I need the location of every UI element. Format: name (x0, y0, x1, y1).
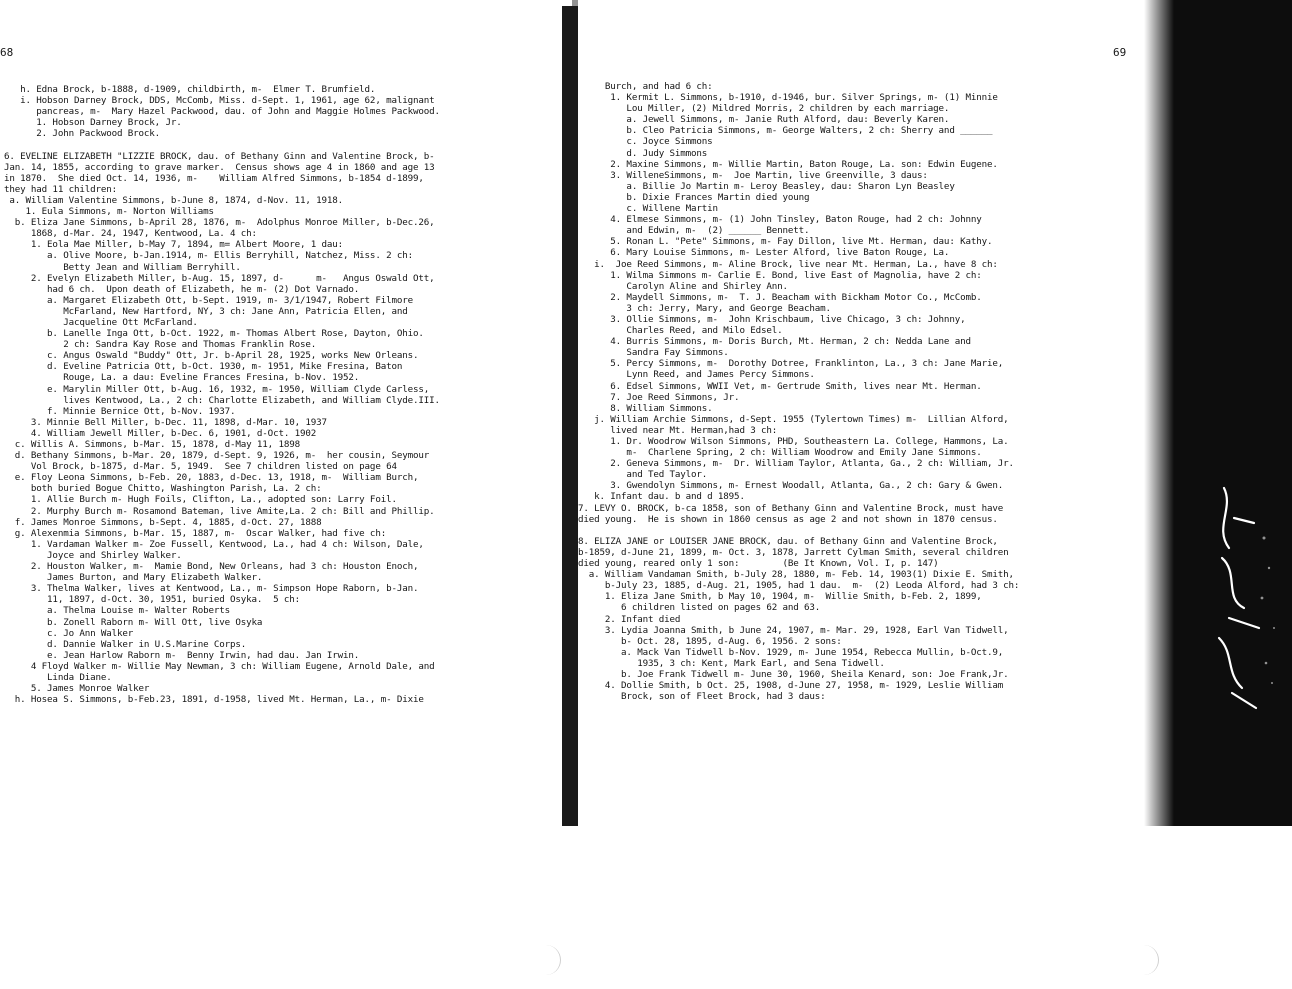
text-line: b. Dixie Frances Martin died young (578, 191, 810, 203)
text-line (578, 525, 1168, 536)
text-line (4, 139, 560, 150)
text-line: b. Joe Frank Tidwell m- June 30, 1960, Sheila Kenard, son: Joe Frank,Jr. (578, 668, 1009, 680)
text-line: died young. He is shown in 1860 census as age 2 and not shown in 1870 census. (578, 513, 998, 525)
text-line: 4. Dollie Smith, b Oct. 25, 1908, d-June 27, 1958, m- 1929, Leslie William (578, 680, 1004, 692)
text-line: d. Bethany Simmons, b-Mar. 20, 1879, d-Sept. 9, 1926, m- her cousin, Seymour (4, 450, 430, 462)
text-line: 1. Vardaman Walker m- Zoe Fussell, Kentwood, La., had 4 ch: Wilson, Dale, (4, 538, 424, 550)
text-line: 1. Allie Burch m- Hugh Foils, Clifton, La., adopted son: Larry Foil. (4, 494, 397, 506)
text-line: 6. Edsel Simmons, WWII Vet, m- Gertrude Smith, lives near Mt. Herman. (578, 380, 982, 392)
text-line: c. Jo Ann Walker (4, 627, 134, 639)
right-page-text (578, 81, 1168, 702)
text-line: 5. Ronan L. "Pete" Simmons, m- Fay Dillon, live Mt. Herman, dau: Kathy. (578, 236, 993, 248)
text-line: in 1870. She died Oct. 14, 1936, m- William Alfred Simmons, b-1854 d-1899, (4, 172, 424, 184)
text-line: 1. Eliza Jane Smith, b May 10, 1904, m- Willie Smith, b-Feb. 2, 1899, (578, 591, 982, 603)
text-line: 3. Thelma Walker, lives at Kentwood, La., m- Simpson Hope Raborn, b-Jan. (4, 583, 419, 595)
text-line: b-July 23, 1885, d-Aug. 21, 1905, had 1 dau. m- (2) Leoda Alford, had 3 ch: (578, 580, 1020, 592)
text-line: a. William Vandaman Smith, b-July 28, 1880, m- Feb. 14, 1903(1) Dixie E. Smith, (578, 569, 1014, 581)
text-line: Sandra Fay Simmons. (578, 347, 729, 359)
text-line: e. Floy Leona Simmons, b-Feb. 20, 1883, d-Dec. 13, 1918, m- William Burch, (4, 472, 419, 484)
text-line: Vol Brock, b-1875, d-Mar. 5, 1949. See 7 children listed on page 64 (4, 461, 397, 473)
text-line: 3 ch: Jerry, Mary, and George Beacham. (578, 302, 831, 314)
handwritten-mark-icon (1204, 478, 1284, 718)
text-line: a. Margaret Elizabeth Ott, b-Sept. 1919, m- 3/1/1947, Robert Filmore (4, 294, 413, 306)
text-line: Burch, and had 6 ch: (578, 81, 713, 92)
text-line: m- Charlene Spring, 2 ch: William Woodrow and Emily Jane Simmons. (578, 447, 982, 459)
text-line: c. Angus Oswald "Buddy" Ott, Jr. b-April 28, 1925, works New Orleans. (4, 350, 419, 362)
text-line: Lynn Reed, and James Percy Simmons. (578, 369, 815, 381)
page-number-right: 69 (1113, 46, 1127, 59)
text-line: 6 children listed on pages 62 and 63. (578, 602, 821, 614)
text-line: 2. Maydell Simmons, m- T. J. Beacham with Bickham Motor Co., McComb. (578, 291, 982, 303)
text-line: Charles Reed, and Milo Edsel. (578, 325, 783, 337)
text-line: Jan. 14, 1855, according to grave marker. Census shows age 4 in 1860 and age 13 (4, 161, 435, 173)
text-line: lives Kentwood, La., 2 ch: Charlotte Elizabeth, and William Clyde.III. (4, 394, 440, 406)
text-line: 1. Wilma Simmons m- Carlie E. Bond, live East of Magnolia, have 2 ch: (578, 269, 982, 281)
text-line: b. Zonell Raborn m- Will Ott, live Osyka (4, 616, 263, 628)
text-line: Rouge, La. a dau: Eveline Frances Fresina, b-Nov. 1952. (4, 372, 360, 384)
text-line: a. Jewell Simmons, m- Janie Ruth Alford, dau: Beverly Karen. (578, 114, 950, 126)
text-line: 1. Hobson Darney Brock, Jr. (4, 117, 182, 129)
text-line: 5. James Monroe Walker (4, 683, 150, 695)
text-line: Joyce and Shirley Walker. (4, 549, 182, 561)
text-line: a. Billie Jo Martin m- Leroy Beasley, dau: Sharon Lyn Beasley (578, 180, 955, 192)
text-line: they had 11 children: (4, 183, 118, 195)
text-line: d. Dannie Walker in U.S.Marine Corps. (4, 638, 247, 650)
text-line: James Burton, and Mary Elizabeth Walker. (4, 572, 263, 584)
text-line: Brock, son of Fleet Brock, had 3 daus: (578, 691, 826, 703)
text-line: a. Mack Van Tidwell b-Nov. 1929, m- June 1954, Rebecca Mullin, b-Oct.9, (578, 646, 1004, 658)
text-line: c. Willene Martin (578, 203, 718, 215)
text-line: 8. William Simmons. (578, 402, 713, 414)
text-line: 2. Maxine Simmons, m- Willie Martin, Baton Rouge, La. son: Edwin Eugene. (578, 158, 998, 170)
text-line: 1. Kermit L. Simmons, b-1910, d-1946, bur. Silver Springs, m- (1) Minnie (578, 92, 998, 104)
text-line: 8. ELIZA JANE or LOUISER JANE BROCK, dau. of Bethany Ginn and Valentine Brock, (578, 535, 998, 547)
text-line: 11, 1897, d-Oct. 30, 1951, buried Osyka. 5 ch: (4, 594, 300, 606)
text-line: a. William Valentine Simmons, b-June 8, 1874, d-Nov. 11, 1918. (4, 194, 344, 206)
text-line: d. Judy Simmons (578, 147, 708, 159)
book-spine (562, 6, 578, 832)
text-line: 6. EVELINE ELIZABETH "LIZZIE BROCK, dau. of Bethany Ginn and Valentine Brock, b- (4, 150, 435, 162)
text-line: 6. Mary Louise Simmons, m- Lester Alford, live Baton Rouge, La. (578, 247, 950, 259)
text-line: had 6 ch. Upon death of Elizabeth, he m- (2) Dot Varnado. (4, 283, 360, 295)
text-line: d. Eveline Patricia Ott, b-Oct. 1930, m- 1951, Mike Fresina, Baton (4, 361, 403, 373)
text-line: a. Olive Moore, b-Jan.1914, m- Ellis Berryhill, Natchez, Miss. 2 ch: (4, 250, 413, 262)
text-line: c. Willis A. Simmons, b-Mar. 15, 1878, d-May 11, 1898 (4, 439, 300, 450)
text-line: b-1859, d-June 21, 1899, m- Oct. 3, 1878, Jarrett Cylman Smith, several children (578, 546, 1009, 558)
text-line: McFarland, New Hartford, NY, 3 ch: Jane Ann, Patricia Ellen, and (4, 305, 408, 317)
text-line: Lou Miller, (2) Mildred Morris, 2 children by each marriage. (578, 103, 950, 115)
text-line: died young, reared only 1 son: (Be It Known, Vol. I, p. 147) (578, 558, 939, 570)
text-line: k. Infant dau. b and d 1895. (578, 491, 745, 503)
text-line: Carolyn Aline and Shirley Ann. (578, 280, 788, 292)
text-line: both buried Bogue Chitto, Washington Parish, La. 2 ch: (4, 483, 322, 495)
text-line: 2. Evelyn Elizabeth Miller, b-Aug. 15, 1897, d- m- Angus Oswald Ott, (4, 272, 435, 284)
text-line: 1935, 3 ch: Kent, Mark Earl, and Sena Tidwell. (578, 657, 885, 669)
text-line: 3. Gwendolyn Simmons, m- Ernest Woodall, Atlanta, Ga., 2 ch: Gary & Gwen. (578, 480, 1004, 492)
text-line: e. Marylin Miller Ott, b-Aug. 16, 1932, m- 1950, William Clyde Carless, (4, 383, 430, 395)
text-line: 2 ch: Sandra Kay Rose and Thomas Franklin Rose. (4, 339, 317, 351)
text-line: 2. Geneva Simmons, m- Dr. William Taylor, Atlanta, Ga., 2 ch: William, Jr. (578, 458, 1014, 470)
text-line: f. James Monroe Simmons, b-Sept. 4, 1885, d-Oct. 27, 1888 (4, 516, 322, 528)
text-line: 4. William Jewell Miller, b-Dec. 6, 1901, d-Oct. 1902 (4, 427, 317, 439)
scan-border-dark (1174, 0, 1292, 826)
text-line: i. Hobson Darney Brock, DDS, McComb, Miss. d-Sept. 1, 1961, age 62, malignant (4, 95, 435, 107)
text-line: and Ted Taylor. (578, 469, 708, 481)
text-line: 2. Houston Walker, m- Mamie Bond, New Orleans, had 3 ch: Houston Enoch, (4, 561, 419, 573)
text-line: 7. LEVY O. BROCK, b-ca 1858, son of Bethany Ginn and Valentine Brock, must have (578, 502, 1004, 514)
text-line: 7. Joe Reed Simmons, Jr. (578, 391, 740, 403)
text-line: j. William Archie Simmons, d-Sept. 1955 (Tylertown Times) m- Lillian Alford, (578, 413, 1009, 425)
text-line: b- Oct. 28, 1895, d-Aug. 6, 1956. 2 sons: (578, 635, 842, 647)
text-line: i. Joe Reed Simmons, m- Aline Brock, live near Mt. Herman, La., have 8 ch: (578, 258, 998, 270)
text-line: h. Hosea S. Simmons, b-Feb.23, 1891, d-1958, lived Mt. Herman, La., m- Dixie (4, 694, 424, 706)
text-line: Jacqueline Ott McFarland. (4, 316, 198, 328)
left-page-text (4, 84, 560, 705)
text-line: 5. Percy Simmons, m- Dorothy Dotree, Franklinton, La., 3 ch: Jane Marie, (578, 358, 1004, 370)
page-number-left: 68 (0, 46, 14, 59)
text-line: 2. Murphy Burch m- Rosamond Bateman, live Amite,La. 2 ch: Bill and Phillip. (4, 505, 435, 517)
text-line: 3. WilleneSimmons, m- Joe Martin, live Greenville, 3 daus: (578, 169, 928, 181)
text-line: 3. Lydia Joanna Smith, b June 24, 1907, m- Mar. 29, 1928, Earl Van Tidwell, (578, 624, 1009, 636)
scan-bottom-margin (0, 826, 1292, 989)
text-line: Linda Diane. (4, 671, 112, 683)
text-line: b. Cleo Patricia Simmons, m- George Walters, 2 ch: Sherry and ______ (578, 125, 993, 137)
text-line: and Edwin, m- (2) ______ Bennett. (578, 225, 810, 237)
text-line: 3. Ollie Simmons, m- John Krischbaum, live Chicago, 3 ch: Johnny, (578, 313, 966, 325)
text-line: b. Lanelle Inga Ott, b-Oct. 1922, m- Thomas Albert Rose, Dayton, Ohio. (4, 328, 424, 340)
text-line: lived near Mt. Herman,had 3 ch: (578, 424, 778, 436)
text-line: 1. Eula Simmons, m- Norton Williams (4, 206, 214, 218)
text-line: 2. John Packwood Brock. (4, 128, 161, 140)
text-line: 4 Floyd Walker m- Willie May Newman, 3 ch: William Eugene, Arnold Dale, and (4, 660, 435, 672)
text-line: 3. Minnie Bell Miller, b-Dec. 11, 1898, d-Mar. 10, 1937 (4, 416, 327, 428)
text-line: 1. Dr. Woodrow Wilson Simmons, PHD, Southeastern La. College, Hammons, La. (578, 436, 1009, 447)
text-line: c. Joyce Simmons (578, 136, 713, 148)
text-line: b. Eliza Jane Simmons, b-April 28, 1876, m- Adolphus Monroe Miller, b-Dec.26, (4, 217, 435, 229)
text-line: g. Alexenmia Simmons, b-Mar. 15, 1887, m- Oscar Walker, had five ch: (4, 527, 387, 539)
text-line: Betty Jean and William Berryhill. (4, 261, 241, 273)
text-line: a. Thelma Louise m- Walter Roberts (4, 605, 231, 617)
text-line: 4. Burris Simmons, m- Doris Burch, Mt. Herman, 2 ch: Nedda Lane and (578, 336, 971, 348)
text-line: 2. Infant died (578, 613, 681, 625)
text-line: 1. Eola Mae Miller, b-May 7, 1894, m= Albert Moore, 1 dau: (4, 239, 344, 251)
text-line: e. Jean Harlow Raborn m- Benny Irwin, had dau. Jan Irwin. (4, 649, 360, 661)
text-line: h. Edna Brock, b-1888, d-1909, childbirth, m- Elmer T. Brumfield. (4, 84, 376, 95)
text-line: pancreas, m- Mary Hazel Packwood, dau. of John and Maggie Holmes Packwood. (4, 106, 440, 118)
text-line: f. Minnie Bernice Ott, b-Nov. 1937. (4, 405, 236, 417)
text-line: 4. Elmese Simmons, m- (1) John Tinsley, Baton Rouge, had 2 ch: Johnny (578, 214, 982, 226)
text-line: 1868, d-Mar. 24, 1947, Kentwood, La. 4 ch: (4, 228, 257, 240)
